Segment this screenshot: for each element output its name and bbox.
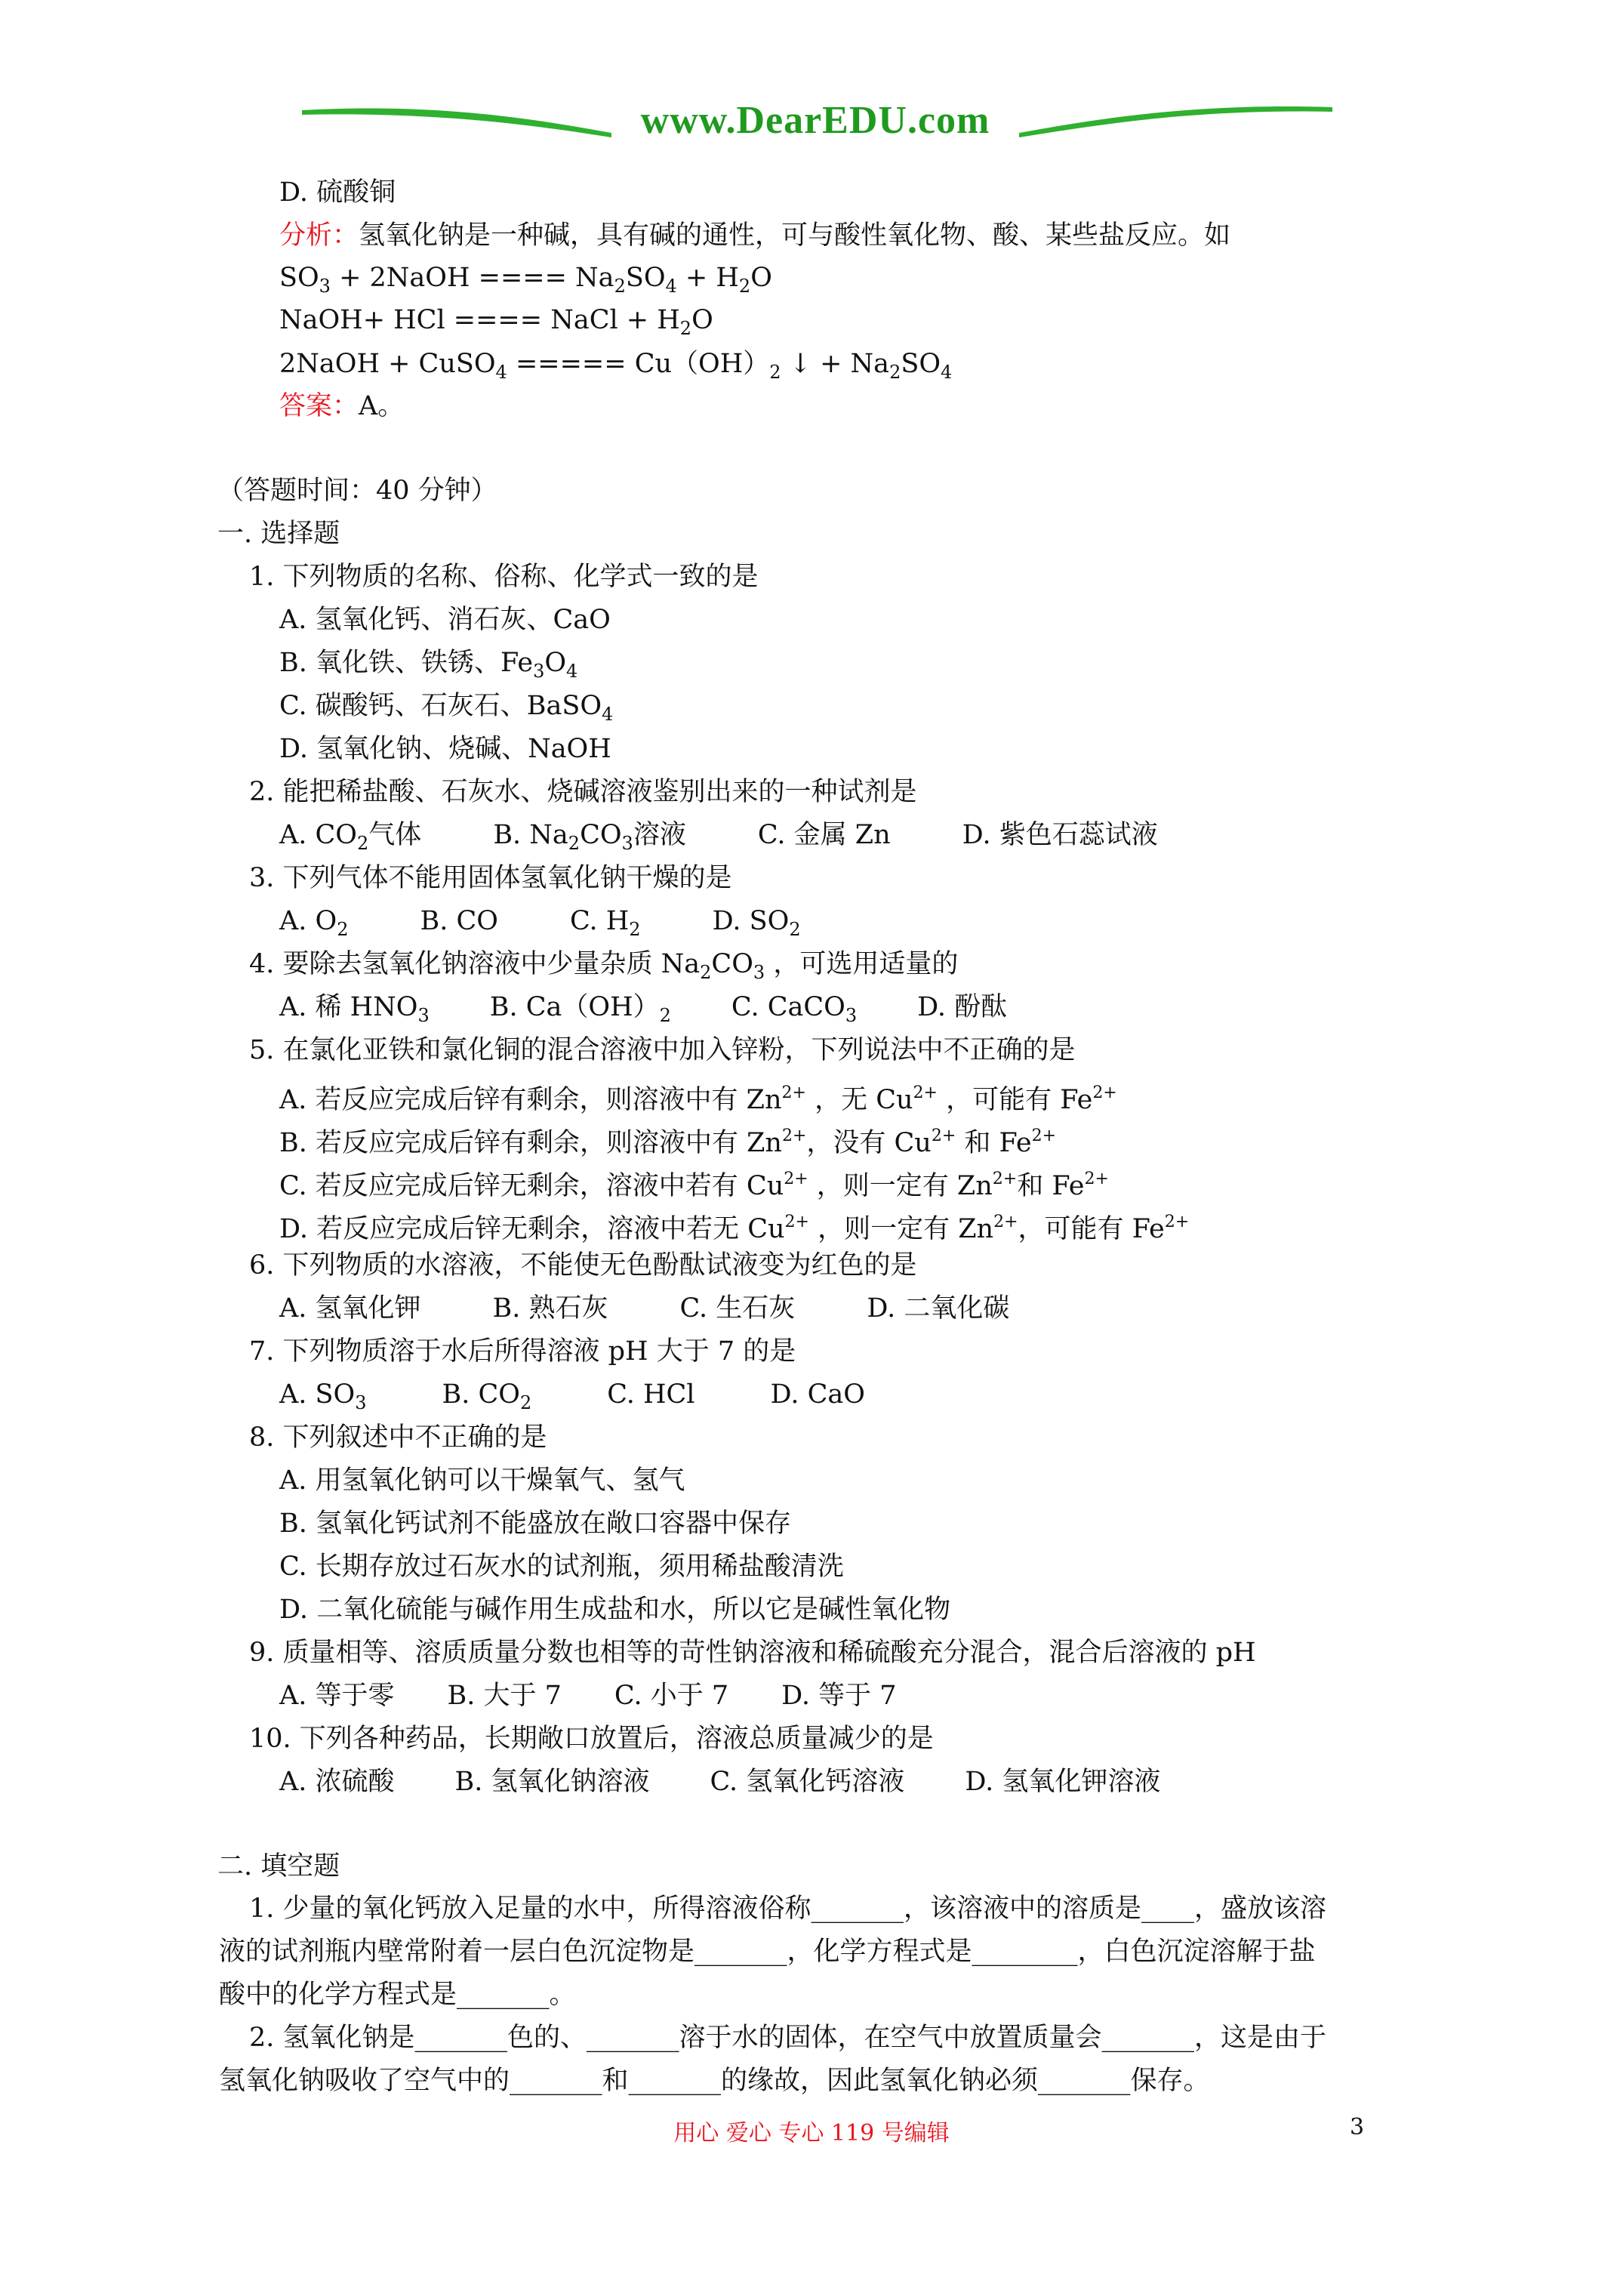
fill-q1-line-3: 酸中的化学方程式是_______。 — [219, 1980, 576, 2010]
time-note: （答题时间：40 分钟） — [217, 476, 497, 506]
q4-option-d: D. 酚酞 — [917, 992, 1008, 1022]
equation-2: NaOH+ HCl ==== NaCl + $H_2O$ — [279, 305, 713, 339]
q10-options — [279, 1767, 1160, 1797]
footer-slogan: 用心 爱心 专心 119 号编辑 — [673, 2120, 950, 2147]
page-number: 3 — [1350, 2114, 1365, 2140]
q6-option-c: C. 生石灰 — [679, 1293, 796, 1324]
section-1-title: 一. 选择题 — [217, 519, 340, 549]
q8-option-d: D. 二氧化硫能与碱作用生成盐和水，所以它是碱性氧化物 — [279, 1595, 951, 1625]
q5-option-b: B. 若反应完成后锌有剩余，则溶液中有 $Zn^{2+}$，没有 $Cu^{2+}$ 和 $Fe^{2+}$ — [279, 1126, 1057, 1158]
q5-option-d: D. 若反应完成后锌无剩余，溶液中若无 $Cu^{2+}$ ，则一定有 $Zn^{2+}$，可能有 $Fe^{2+}$ — [279, 1213, 1190, 1244]
q10-option-d: D. 氢氧化钾溶液 — [965, 1767, 1161, 1797]
equation-1: $SO_3$ + 2NaOH ==== $Na_2SO_4 + H_2O$ — [279, 263, 772, 297]
q7-option-d: D. CaO — [770, 1379, 865, 1410]
q10-option-b: B. 氢氧化钠溶液 — [454, 1767, 650, 1797]
q10-option-c: C. 氢氧化钙溶液 — [710, 1767, 905, 1797]
equation-3: 2NaOH + CuSO$_4$ ===== $Cu(OH)_2$ ↓ + $Na_2SO_4$ — [279, 349, 953, 383]
q3-option-b: B. CO — [420, 906, 498, 936]
q7-option-c: C. HCl — [607, 1379, 695, 1410]
q6-option-a: A. 氢氧化钾 — [279, 1293, 421, 1324]
q10-stem: 10. 下列各种药品，长期敞口放置后，溶液总质量减少的是 — [249, 1724, 934, 1754]
q3-option-d: D. $SO_2$ — [712, 906, 801, 940]
q7-options — [279, 1379, 865, 1418]
section-2-title: 二. 填空题 — [217, 1851, 340, 1881]
analysis-line — [279, 220, 1230, 251]
analysis-label: 分析： — [279, 220, 359, 251]
q5-option-a: A. 若反应完成后锌有剩余，则溶液中有 $Zn^{2+}$ ，无 $Cu^{2+}$ ，可能有 $Fe^{2+}$ — [279, 1083, 1117, 1115]
q6-option-d: D. 二氧化碳 — [867, 1293, 1010, 1324]
q2-option-b: B. $Na_2CO_3$溶液 — [493, 820, 686, 854]
q6-options — [279, 1293, 1009, 1324]
q3-options — [279, 906, 801, 945]
q8-option-b: B. 氢氧化钙试剂不能盛放在敞口容器中保存 — [279, 1509, 791, 1539]
q3-stem: 3. 下列气体不能用固体氢氧化钠干燥的是 — [249, 863, 732, 893]
header-banner — [287, 89, 1344, 157]
q5-option-c: C. 若反应完成后锌无剩余，溶液中若有 $Cu^{2+}$ ，则一定有 $Zn^{2+}$和 $Fe^{2+}$ — [279, 1170, 1109, 1201]
q9-option-a: A. 等于零 — [279, 1681, 395, 1711]
q1-option-d: D. 氢氧化钠、烧碱、NaOH — [279, 734, 611, 764]
q4-stem: 4. 要除去氢氧化钠溶液中少量杂质 $Na_2CO_3$ ，可选用适量的 — [249, 949, 959, 983]
q3-option-a: A. $O_2$ — [279, 906, 349, 940]
q2-option-c: C. 金属 Zn — [757, 820, 891, 850]
q4-option-c: C. CaCO$_3$ — [731, 992, 858, 1026]
q2-option-d: D. 紫色石蕊试液 — [962, 820, 1158, 850]
q1-option-a: A. 氢氧化钙、消石灰、CaO — [279, 605, 611, 635]
q3-option-c: C. $H_2$ — [569, 906, 641, 940]
q7-option-a: A. $SO_3$ — [279, 1379, 367, 1413]
answer-line — [279, 391, 404, 421]
q1-stem: 1. 下列物质的名称、俗称、化学式一致的是 — [249, 562, 759, 592]
q2-stem: 2. 能把稀盐酸、石灰水、烧碱溶液鉴别出来的一种试剂是 — [249, 777, 917, 807]
q7-option-b: B. $CO_2$ — [442, 1379, 532, 1413]
q9-options — [279, 1681, 897, 1711]
answer-value: A。 — [359, 391, 405, 421]
q9-stem: 9. 质量相等、溶质质量分数也相等的苛性钠溶液和稀硫酸充分混合，混合后溶液的 pH — [249, 1638, 1256, 1668]
fill-q1-line-1: 1. 少量的氧化钙放入足量的水中，所得溶液俗称_______，该溶液中的溶质是____，盛放该溶 — [249, 1894, 1327, 1924]
fill-q1-line-2: 液的试剂瓶内壁常附着一层白色沉淀物是_______，化学方程式是________，白色沉淀溶解于盐 — [219, 1937, 1316, 1967]
q9-option-b: B. 大于 7 — [447, 1681, 562, 1711]
fill-q2-line-1: 2. 氢氧化钠是_______色的、_______溶于水的固体，在空气中放置质量会_______，这是由于 — [249, 2023, 1327, 2053]
q8-option-c: C. 长期存放过石灰水的试剂瓶，须用稀盐酸清洗 — [279, 1552, 844, 1582]
answer-label: 答案： — [279, 391, 359, 421]
q9-option-c: C. 小于 7 — [614, 1681, 729, 1711]
q1-option-c: C. 碳酸钙、石灰石、BaSO$_4$ — [279, 691, 614, 725]
q8-option-a: A. 用氢氧化钠可以干燥氧气、氢气 — [279, 1465, 685, 1496]
q4-option-a: A. 稀 $HNO_3$ — [279, 992, 430, 1026]
analysis-text: 氢氧化钠是一种碱，具有碱的通性，可与酸性氧化物、酸、某些盐反应。如 — [359, 220, 1231, 251]
q6-option-b: B. 熟石灰 — [492, 1293, 608, 1324]
q1-option-b: B. 氧化铁、铁锈、$Fe_3O_4$ — [279, 648, 578, 682]
q2-option-a: A. $CO_2$气体 — [279, 820, 422, 854]
q4-option-b: B. $Ca(OH)_2$ — [489, 992, 671, 1026]
q7-stem: 7. 下列物质溶于水后所得溶液 pH 大于 7 的是 — [249, 1336, 796, 1367]
q9-option-d: D. 等于 7 — [781, 1681, 897, 1711]
option-d-text: D. 硫酸铜 — [279, 177, 396, 208]
q10-option-a: A. 浓硫酸 — [279, 1767, 395, 1797]
q4-options — [279, 992, 1007, 1031]
site-url[interactable]: www.DearEDU.com — [640, 99, 990, 142]
q6-stem: 6. 下列物质的水溶液，不能使无色酚酞试液变为红色的是 — [249, 1250, 917, 1281]
q2-options — [279, 820, 1158, 858]
fill-q2-line-2: 氢氧化钠吸收了空气中的_______和_______的缘故，因此氢氧化钠必须_______保存。 — [219, 2066, 1210, 2096]
q8-stem: 8. 下列叙述中不正确的是 — [249, 1422, 547, 1453]
q5-stem: 5. 在氯化亚铁和氯化铜的混合溶液中加入锌粉，下列说法中不正确的是 — [249, 1035, 1076, 1065]
